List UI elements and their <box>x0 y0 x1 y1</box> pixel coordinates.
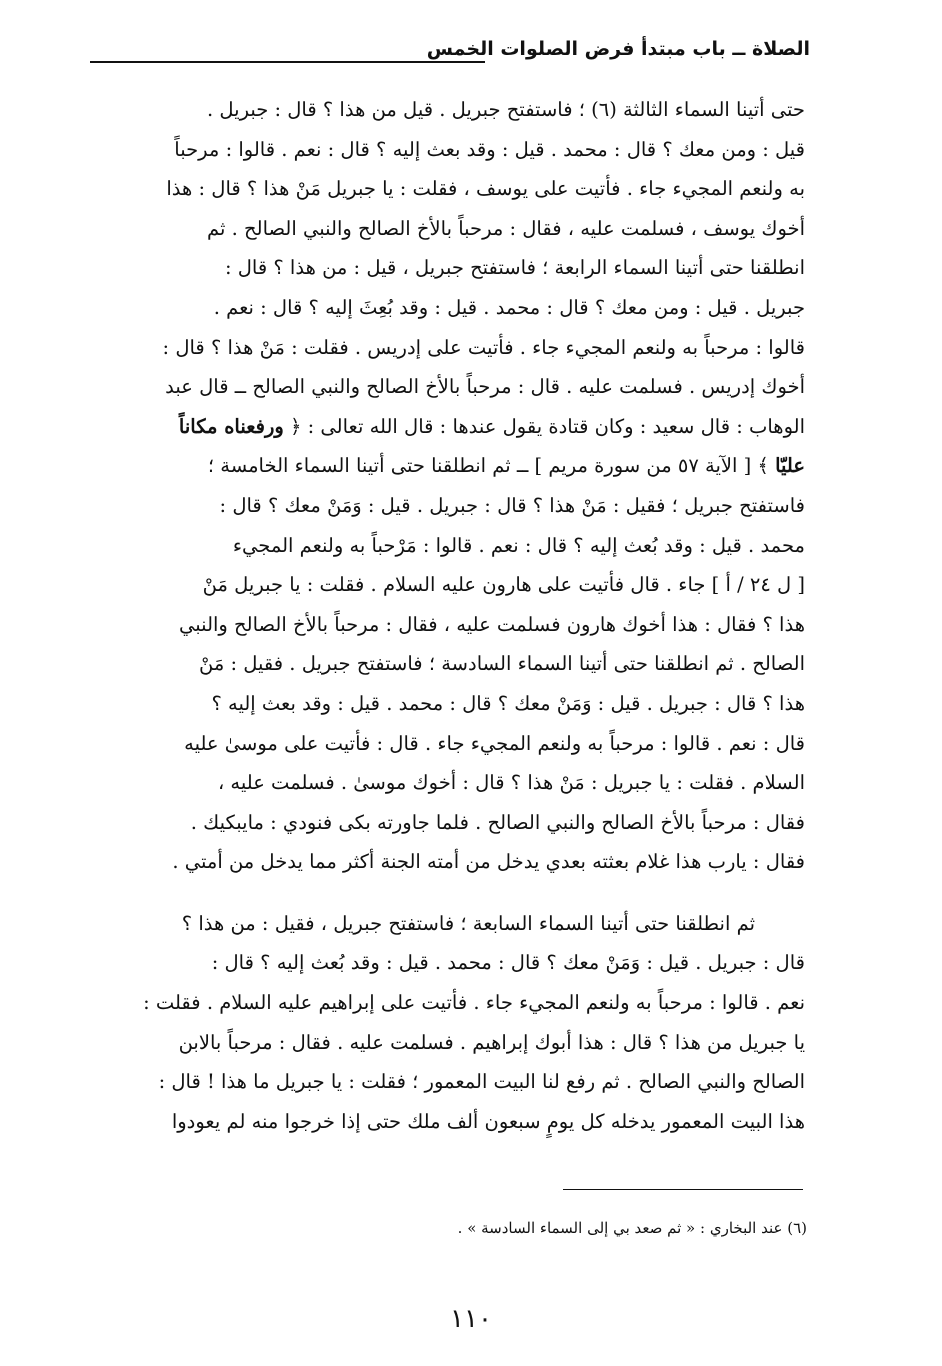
text-line: الصالح . ثم انطلقنا حتى أتينا السماء السادسة ؛ فاستفتح جبريل . فقيل : مَنْ <box>199 652 805 676</box>
text-line: الصالح والنبي الصالح . ثم رفع لنا البيت المعمور ؛ فقلت : يا جبريل ما هذا ! قال : <box>158 1070 805 1094</box>
text-line: ثم انطلقنا حتى أتينا السماء السابعة ؛ فاستفتح جبريل ، فقيل : من هذا ؟ <box>181 911 755 935</box>
page-number: ١١٠ <box>450 1304 492 1334</box>
text-line <box>105 446 805 486</box>
text-run: ﴾ [ الآية ٥٧ من سورة مريم ] ــ ثم انطلقنا حتى أتينا السماء الخامسة ؛ <box>207 454 776 478</box>
header-rule <box>90 61 485 63</box>
text-line: [ ل ٢٤ / أ ] جاء . قال فأتيت على هارون عليه السلام . فقلت : يا جبريل مَنْ <box>202 573 805 597</box>
running-title: الصلاة ــ باب مبتدأ فرض الصلوات الخمس <box>426 38 810 60</box>
text-line: فقال : مرحباً بالأخ الصالح والنبي الصالح . فلما جاورته بكى فنودي : مايبكيك . <box>190 810 805 834</box>
text-line: محمد . قيل : وقد بُعث إليه ؟ قال : نعم . قالوا : مَرْحباً به ولنعم المجيء <box>232 533 805 557</box>
text-line: أخوك إدريس . فسلمت عليه . قال : مرحباً بالأخ الصالح والنبي الصالح ــ قال عبد <box>165 375 805 399</box>
text-run: الوهاب : قال سعيد : وكان قتادة يقول عندها : قال الله تعالى : ﴿ <box>283 414 805 438</box>
text-line: نعم . قالوا : مرحباً به ولنعم المجيء جاء . فأتيت على إبراهيم عليه السلام . فقلت : <box>143 991 805 1015</box>
text-line: هذا البيت المعمور يدخله كل يومٍ سبعون ألف ملك حتى إذا خرجوا منه لم يعودوا <box>171 1109 805 1133</box>
text-line: هذا ؟ فقال : هذا أخوك هارون فسلمت عليه ، فقال : مرحباً بالأخ الصالح والنبي <box>179 612 805 636</box>
text-line: قال : جبريل . قيل : وَمَنْ معك ؟ قال : محمد . قيل : وقد بُعث إليه ؟ قال : <box>211 951 805 975</box>
text-line: قيل : ومن معك ؟ قال : محمد . قيل : وقد بعث إليه ؟ قال : نعم . قالوا : مرحباً <box>174 137 805 161</box>
text-line: السلام . فقلت : يا جبريل : مَنْ هذا ؟ قال : أخوك موسىٰ . فسلمت عليه ، <box>217 771 805 795</box>
text-line: انطلقنا حتى أتينا السماء الرابعة ؛ فاستفتح جبريل ، قيل : من هذا ؟ قال : <box>224 256 805 280</box>
footnote: (٦) عند البخاري : « ثم صعد بي إلى السماء السادسة » . <box>457 1219 807 1237</box>
paragraph-gap <box>105 882 805 904</box>
footnote-rule <box>563 1189 803 1190</box>
text-line: أخوك يوسف ، فسلمت عليه ، فقال : مرحباً بالأخ الصالح والنبي الصالح . ثم <box>207 216 805 240</box>
text-line: فاستفتح جبريل ؛ فقيل : مَنْ هذا ؟ قال : جبريل . قيل : وَمَنْ معك ؟ قال : <box>219 493 805 517</box>
text-line: حتى أتينا السماء الثالثة (٦) ؛ فاستفتح جبريل . قيل من هذا ؟ قال : جبريل . <box>207 98 805 121</box>
quran-quote: عليّا <box>775 454 805 478</box>
text-line: قالوا : مرحباً به ولنعم المجيء جاء . فأتيت على إدريس . فقلت : مَنْ هذا ؟ قال : <box>162 335 805 359</box>
text-line: جبريل . قيل : ومن معك ؟ قال : محمد . قيل : وقد بُعِثَ إليه ؟ قال : نعم . <box>213 295 805 319</box>
text-line: هذا ؟ قال : جبريل . قيل : وَمَنْ معك ؟ قال : محمد . قيل : وقد بعث إليه ؟ <box>211 691 805 715</box>
text-line: يا جبريل من هذا ؟ قال : هذا أبوك إبراهيم . فسلمت عليه . فقال : مرحباً بالابن <box>178 1030 805 1054</box>
text-line <box>105 407 805 447</box>
text-line: قال : نعم . قالوا : مرحباً به ولنعم المجيء جاء . قال : فأتيت على موسىٰ عليه <box>184 731 805 755</box>
quran-quote: ورفعناه مكاناً <box>178 414 284 438</box>
main-text <box>105 90 805 1141</box>
text-line: فقال : يارب هذا غلام بعثته بعدي يدخل من أمته الجنة أكثر مما يدخل من أمتي . <box>172 850 805 874</box>
text-line: به ولنعم المجيء جاء . فأتيت على يوسف ، فقلت : يا جبريل مَنْ هذا ؟ قال : هذا <box>166 177 805 201</box>
